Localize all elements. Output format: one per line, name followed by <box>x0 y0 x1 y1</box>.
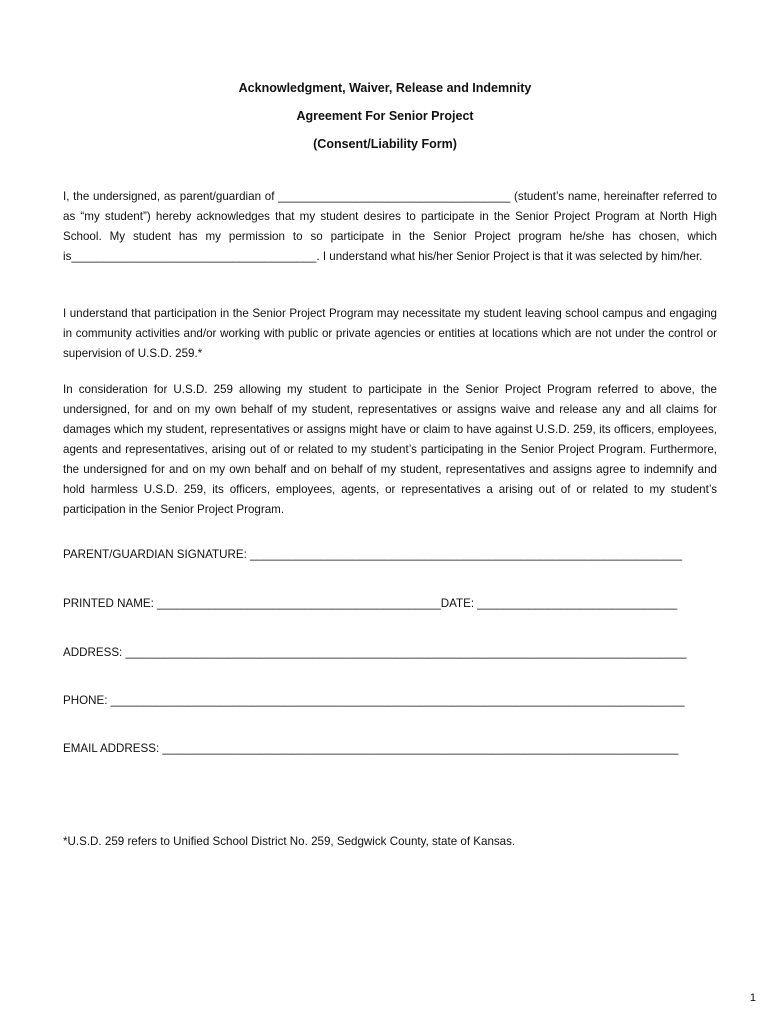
page-number: 1 <box>749 992 756 1004</box>
signature-field[interactable]: PARENT/GUARDIAN SIGNATURE: ___________________________________________________________________ <box>63 548 683 561</box>
consent-paragraph: I, the undersigned, as parent/guardian of ____________________________________ (student’s name, hereinafter referred to as “my student”) hereby acknowledges that my student desires to participate in the Senior Project Program at North High School. My student has my permission to so participate in the Senior Project program he/she has chosen, which is______________________________________. I understand what his/her Senior Project is that it was selected by him/her. <box>63 190 717 263</box>
waiver-paragraph: In consideration for U.S.D. 259 allowing my student to participate in the Senior Project Program referred to above, the undersigned, for and on my own behalf of my student, representatives or assigns waive and release any and all claims for damages which my student, representatives or assigns might have or claim to have against U.S.D. 259, its officers, employees, agents and representatives, arising out of or related to my student’s participating in the Senior Project Program. Furthermore, the undersigned for and on my own behalf and on behalf of my student, representatives and assigns agree to indemnify and hold harmless U.S.D. 259, its officers, employees, agents, or representatives a arising out of or related to my student’s participation in the Senior Project Program. <box>63 383 717 516</box>
email-field[interactable]: EMAIL ADDRESS: ________________________________________________________________________________ <box>63 742 679 755</box>
printed-name-date-field[interactable]: PRINTED NAME: ____________________________________________DATE: _______________________________ <box>63 597 678 610</box>
footnote: *U.S.D. 259 refers to Unified School District No. 259, Sedgwick County, state of Kansas. <box>63 835 516 848</box>
title-line-3: (Consent/Liability Form) <box>313 137 457 151</box>
form-title <box>0 74 770 158</box>
participation-paragraph: I understand that participation in the Senior Project Program may necessitate my student leaving school campus and engaging in community activities and/or working with public or private agencies or entities at locations which are not under the control or supervision of U.S.D. 259.* <box>63 307 717 360</box>
address-field[interactable]: ADDRESS: _______________________________________________________________________________________ <box>63 646 687 659</box>
phone-field[interactable]: PHONE: _________________________________________________________________________________________ <box>63 694 685 707</box>
title-line-1: Acknowledgment, Waiver, Release and Indemnity <box>238 81 532 95</box>
title-line-2: Agreement For Senior Project <box>296 109 474 123</box>
